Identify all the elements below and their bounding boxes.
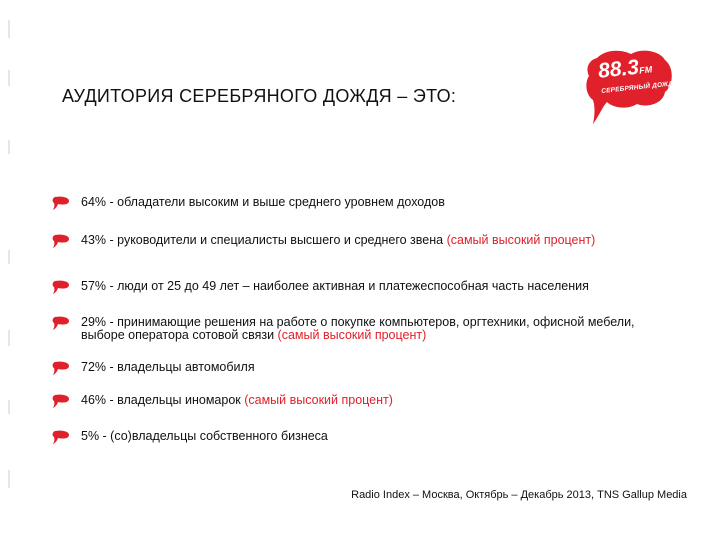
stat-text: 64% - обладатели высоким и выше среднего уровнем доходов: [81, 195, 445, 209]
logo-frequency: 88.3FM: [597, 55, 653, 83]
speech-bubble-bullet-icon: [52, 361, 70, 381]
stat-note: (самый высокий процент): [244, 393, 393, 407]
stat-note: (самый высокий процент): [277, 328, 427, 342]
list-item: [52, 316, 672, 342]
list-item: [52, 394, 393, 407]
stat-text: 46% - владельцы иномарок: [81, 393, 245, 407]
list-item: [52, 280, 589, 293]
speech-bubble-bullet-icon: [52, 394, 70, 414]
list-item: [52, 361, 255, 374]
stat-note: (самый высокий процент): [446, 233, 596, 247]
left-edge-marks: [8, 0, 16, 540]
list-item: [52, 430, 328, 443]
stat-text: 43% - руководители и специалисты высшего и среднего звена: [81, 233, 447, 247]
stat-text: 57% - люди от 25 до 49 лет – наиболее активная и платежеспособная часть населения: [81, 279, 589, 293]
stat-text: 5% - (со)владельцы собственного бизнеса: [81, 429, 328, 443]
page-title: АУДИТОРИЯ СЕРЕБРЯНОГО ДОЖДЯ – ЭТО:: [62, 86, 457, 106]
stat-text: 29% - принимающие решения на работе о покупке компьютеров, оргтехники, офисной мебели, выборе оператора сотовой связи: [81, 315, 635, 342]
speech-bubble-bullet-icon: [52, 196, 70, 216]
logo-station-name: СЕРЕБРЯНЫЙ ДОЖДЬ: [601, 79, 679, 95]
speech-bubble-bullet-icon: [52, 430, 70, 450]
stat-text: 72% - владельцы автомобиля: [81, 360, 255, 374]
radio-logo: [583, 46, 679, 128]
source-citation: Radio Index – Москва, Октябрь – Декабрь 2013, TNS Gallup Media: [351, 489, 687, 501]
speech-bubble-bullet-icon: [52, 234, 70, 254]
list-item: [52, 196, 445, 209]
speech-bubble-bullet-icon: [52, 280, 70, 300]
speech-bubble-bullet-icon: [52, 316, 70, 336]
list-item: [52, 234, 595, 247]
